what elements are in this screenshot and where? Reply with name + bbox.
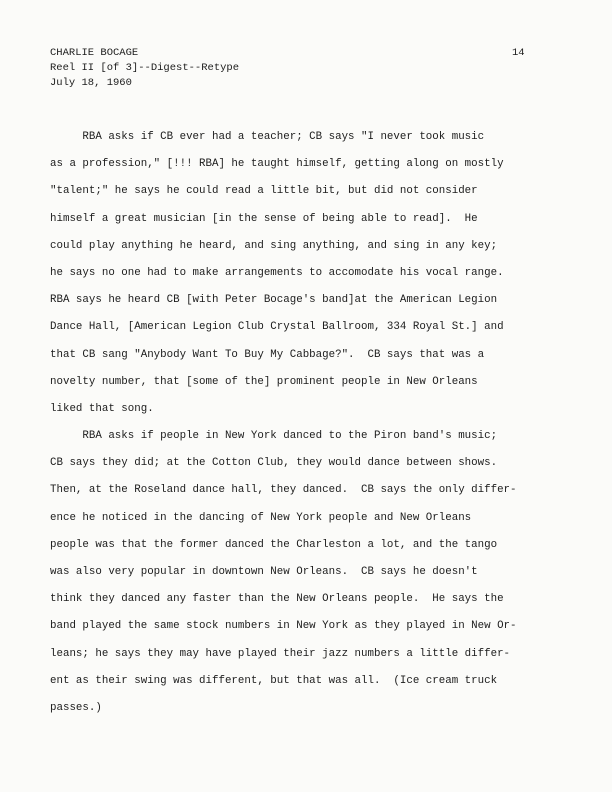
interview-date: July 18, 1960	[50, 77, 132, 89]
reel-info: Reel II [of 3]--Digest--Retype	[50, 62, 240, 74]
text-line: as a profession," [!!! RBA] he taught himself, getting along on mostly	[50, 158, 504, 171]
text-line: liked that song.	[50, 402, 154, 415]
text-line: RBA says he heard CB [with Peter Bocage's band]at the American Legion	[50, 294, 498, 307]
text-line: could play anything he heard, and sing anything, and sing in any key;	[50, 239, 498, 252]
document-body	[50, 124, 565, 722]
text-line: ence he noticed in the dancing of New York people and New Orleans	[50, 511, 472, 524]
text-line: CB says they did; at the Cotton Club, they would dance between shows.	[50, 457, 498, 470]
text-line: people was that the former danced the Charleston a lot, and the tango	[50, 538, 498, 551]
text-line: think they danced any faster than the New Orleans people. He says the	[50, 593, 504, 606]
text-line: band played the same stock numbers in New York as they played in New Or-	[50, 620, 517, 633]
text-line: "talent;" he says he could read a little bit, but did not consider	[50, 185, 478, 198]
text-line: passes.)	[50, 701, 102, 714]
text-line: ent as their swing was different, but that was all. (Ice cream truck	[50, 674, 498, 687]
text-line: Dance Hall, [American Legion Club Crystal Ballroom, 334 Royal St.] and	[50, 321, 504, 334]
text-line: RBA asks if people in New York danced to the Piron band's music;	[50, 430, 498, 443]
text-line: himself a great musician [in the sense of being able to read]. He	[50, 212, 478, 225]
text-line: novelty number, that [some of the] prominent people in New Orleans	[50, 375, 478, 388]
subject-name: CHARLIE BOCAGE	[50, 47, 139, 59]
document-header	[50, 46, 239, 91]
text-line: that CB sang "Anybody Want To Buy My Cabbage?". CB says that was a	[50, 348, 485, 361]
text-line: was also very popular in downtown New Orleans. CB says he doesn't	[50, 566, 478, 578]
page-number: 14	[512, 47, 525, 59]
text-line: he says no one had to make arrangements to accomodate his vocal range.	[50, 266, 504, 279]
text-line: leans; he says they may have played their jazz numbers a little differ-	[50, 647, 511, 660]
text-line: RBA asks if CB ever had a teacher; CB says "I never took music	[50, 131, 485, 143]
text-line: Then, at the Roseland dance hall, they danced. CB says the only differ-	[50, 484, 517, 497]
